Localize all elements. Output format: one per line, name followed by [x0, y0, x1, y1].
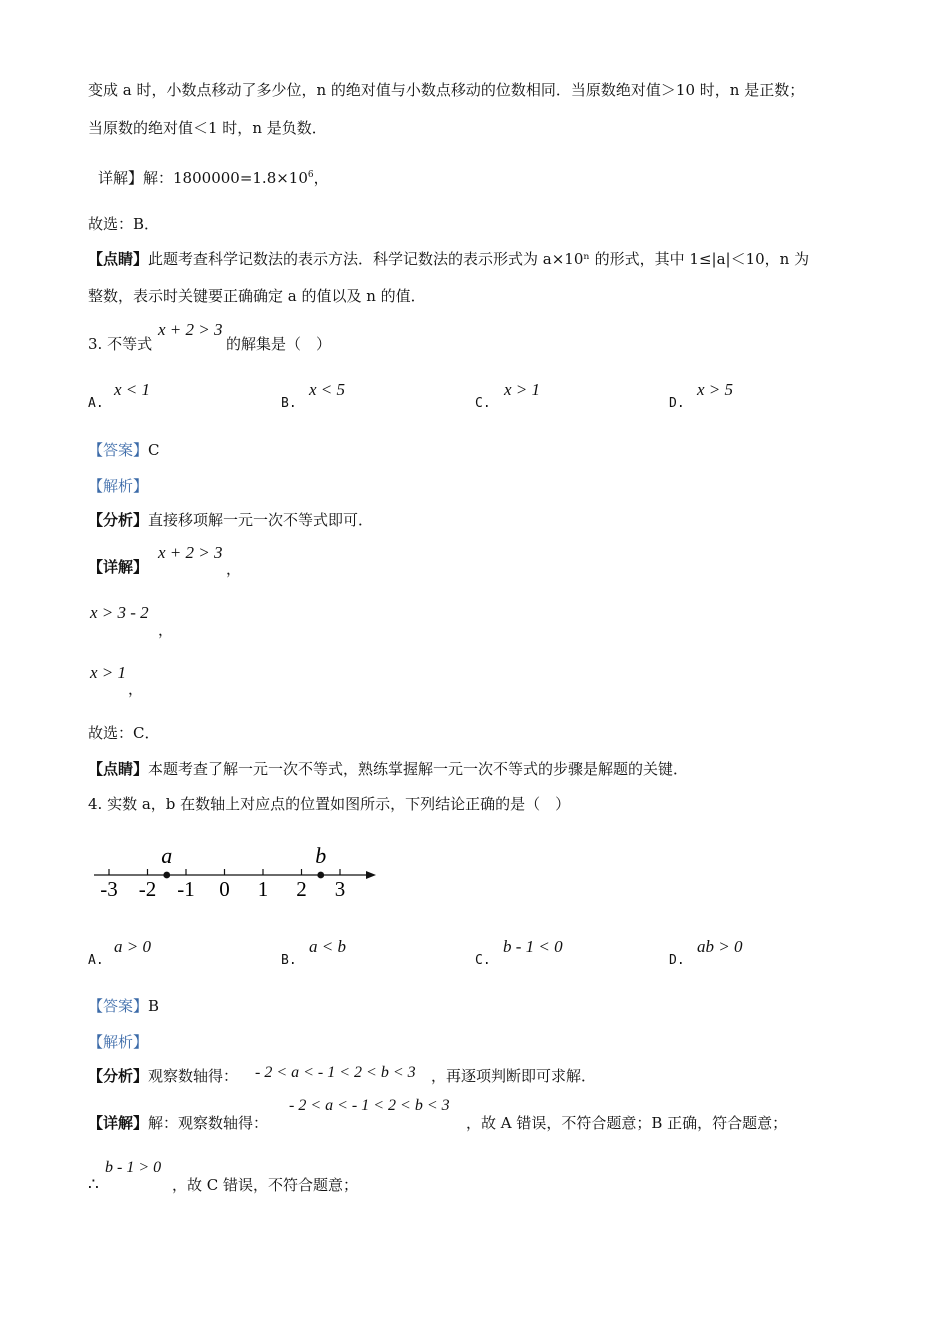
- q3-step2: x > 3 - 2: [90, 603, 149, 622]
- q4-option-c-letter: C.: [475, 953, 491, 968]
- q4-option-c-expr: b - 1 < 0: [503, 937, 563, 956]
- q4-detail-label: 【详解】: [88, 1114, 149, 1132]
- q3-analysis: [88, 510, 373, 530]
- q4-option-a-expr: a > 0: [114, 937, 151, 956]
- q3-note-text: 本题考查了解一元一次不等式，熟练掌握解一元一次不等式的步骤是解题的关键．: [148, 760, 689, 778]
- q4-analysis-suffix: ，再逐项判断即可求解．: [431, 1067, 597, 1085]
- number-line-tick-label: 0: [219, 877, 230, 901]
- number-line-tick-label: 3: [334, 877, 346, 901]
- q4-detail-prefix: 解：观察数轴得：: [148, 1114, 269, 1132]
- q2-note-line1: 此题考查科学记数法的表示方法．科学记数法的表示形式为 a×10ⁿ 的形式，其中 1≤|a|＜10，n 为: [148, 250, 810, 268]
- q3-detail-label: [88, 557, 148, 577]
- number-line-arrow: [366, 871, 376, 879]
- number-line: [90, 838, 390, 908]
- q3-step1: x + 2 > 3: [158, 543, 223, 562]
- point-b-label: b: [315, 843, 327, 868]
- q4-answer: [88, 996, 159, 1016]
- q3-option-c-letter: C.: [475, 396, 491, 411]
- q4-option-d-expr: ab > 0: [697, 937, 743, 956]
- q2-detail-suffix: ，: [313, 169, 329, 187]
- q4-option-a-letter: A.: [88, 953, 104, 968]
- q3-step2-suffix: ，: [158, 621, 174, 639]
- q2-detail-exp: 6: [307, 170, 314, 180]
- q4-analysis: [88, 1066, 238, 1086]
- q3-step3: x > 1: [90, 663, 127, 682]
- q3-answer: [88, 440, 160, 460]
- q2-note-line2: 整数，表示时关键要正确确定 a 的值以及 n 的值．: [88, 287, 426, 305]
- number-line-tick-label: 2: [296, 877, 307, 901]
- text-line: 当原数的绝对值＜1 时，n 是负数．: [88, 119, 327, 137]
- q3-choice: 故选：C．: [88, 724, 160, 742]
- q3-answer-tag: 【答案】: [88, 441, 149, 459]
- q3-option-b-expr: x < 5: [309, 380, 346, 399]
- q4-step-suffix: ，故 C 错误，不符合题意；: [172, 1176, 359, 1194]
- text-line: 变成 a 时，小数点移动了多少位，n 的绝对值与小数点移动的位数相同．当原数绝对值＞10 时，n 是正数；: [88, 81, 805, 99]
- q4-analysis-prefix: 观察数轴得：: [148, 1067, 239, 1085]
- q4-option-b-letter: B.: [281, 953, 297, 968]
- q3-option-a-letter: A.: [88, 396, 104, 411]
- q4-analysis-label: 【分析】: [88, 1067, 149, 1085]
- q3-stem-suffix: 的解集是（ ）: [226, 335, 332, 353]
- q3-step3-suffix: ，: [128, 680, 144, 698]
- number-line-tick-label: -2: [138, 877, 157, 901]
- q3-analysis-tag: 【解析】: [88, 477, 149, 495]
- point-b: [317, 872, 324, 879]
- q4-analysis-expr: - 2 < a < - 1 < 2 < b < 3: [255, 1064, 416, 1081]
- number-line-tick-label: -1: [177, 877, 195, 901]
- q3-step1-suffix: ，: [226, 560, 242, 578]
- q3-stem-expr: x + 2 > 3: [158, 320, 223, 339]
- q2-detail-prefix: 详解】解：: [98, 169, 174, 187]
- q4-answer-tag: 【答案】: [88, 997, 149, 1015]
- q3-detail-label-text: 【详解】: [88, 558, 149, 576]
- q4-step-expr: b - 1 > 0: [105, 1159, 162, 1176]
- q3-option-c-expr: x > 1: [504, 380, 541, 399]
- q2-choice: 故选：B．: [88, 215, 160, 233]
- q3-analysis-text: 直接移项解一元一次不等式即可．: [148, 511, 374, 529]
- q2-note-tag: 【点睛】: [88, 250, 149, 268]
- q3-option-d-letter: D.: [669, 396, 685, 411]
- q4-option-d-letter: D.: [669, 953, 685, 968]
- q3-answer-value: C: [148, 441, 160, 459]
- point-a: [163, 872, 170, 879]
- q3-option-d-expr: x > 5: [697, 380, 734, 399]
- q4-answer-value: B: [148, 997, 160, 1015]
- number-line-tick-label: -3: [100, 877, 118, 901]
- therefore-symbol: ∴: [88, 1175, 99, 1195]
- q4-detail-expr: - 2 < a < - 1 < 2 < b < 3: [289, 1097, 450, 1114]
- q3-analysis-label: 【分析】: [88, 511, 149, 529]
- q3-note-tag: 【点睛】: [88, 760, 149, 778]
- point-a-label: a: [161, 843, 173, 868]
- q4-analysis-tag: 【解析】: [88, 1033, 149, 1051]
- q4-option-b-expr: a < b: [309, 937, 346, 956]
- q2-detail: [98, 165, 329, 188]
- q3-option-b-letter: B.: [281, 396, 297, 411]
- number-line-tick-label: 1: [257, 877, 269, 901]
- q4-detail-suffix: ，故 A 错误，不符合题意；B 正确，符合题意；: [466, 1114, 788, 1132]
- q3-option-a-expr: x < 1: [114, 380, 151, 399]
- q3-stem-prefix: 3. 不等式: [88, 335, 153, 353]
- q3-note: [88, 759, 688, 779]
- q2-note: [88, 249, 809, 269]
- q4-detail: [88, 1113, 268, 1133]
- q4-stem: 4. 实数 a，b 在数轴上对应点的位置如图所示，下列结论正确的是（ ）: [88, 795, 571, 813]
- q2-detail-expr: 1800000=1.8×10: [173, 169, 308, 187]
